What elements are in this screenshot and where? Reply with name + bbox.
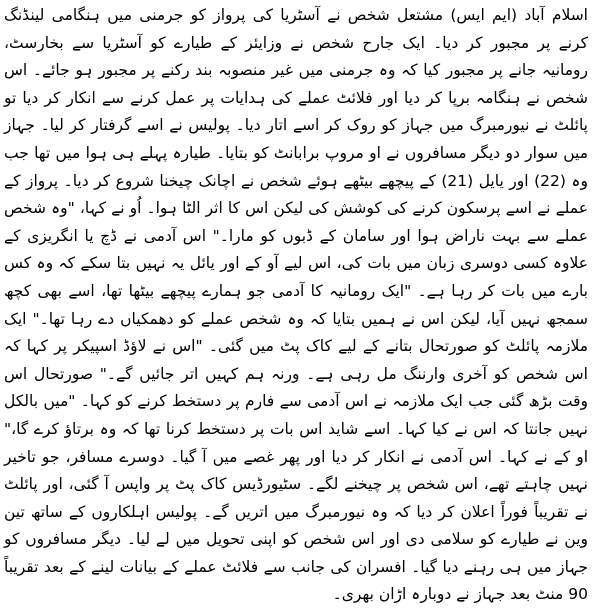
article-text: اسلام آباد (ایم ایس) مشتعل شخص نے آسٹریا کی پرواز کو جرمنی میں ہنگامی لینڈنگ کرنے پر مجبور کر دیا۔ ایک جارح شخص نے وزایئر کے طیارے کو آسٹریا سے بخارسٹ، رومانیہ جانے پر مجبور کیا کہ وہ جرمنی میں غیر منصوبہ بند رکنے پر مجبور ہو جائے۔ اس شخص نے ہنگامہ برپا کر دیا اور فلائٹ عملے کی ہدایات پر عمل کرنے سے انکار کر دیا تو پائلٹ نے نیورمبرگ میں جہاز کو روک کر اسے اتار دیا۔ پولیس نے اسے گرفتار کر لیا۔ جہاز میں سوار دو دیگر مسافروں نے او مروپ برابانٹ کو بتایا۔ طیارہ پہلے ہی ہوا میں تھا جب وہ (22) اور یایل (21) کے پیچھے بیٹھے ہوئے شخص نے اچانک چیخنا شروع کر دیا۔ پرواز کے عملے نے اسے پرسکون کرنے کی کوشش کی لیکن اس کا اثر الٹا ہوا۔ اُو نے کہا، "وہ شخص عملے سے بہت ناراض ہوا اور سامان کے ڈبوں کو مارا۔" اس آدمی نے ڈچ یا انگریزی کے علاوہ کسی دوسری زبان میں بات کی، اس لیے آو کے اور یائل یہ نہیں بتا سکے کہ وہ کس بارے میں بات کر رہا ہے۔ "ایک رومانیہ کا آدمی جو ہمارے پیچھے بیٹھا تھا، اسے بھی کچھ سمجھ نہیں آیا، لیکن اس نے ہمیں بتایا کہ وہ شخص عملے کو دھمکیاں دے رہا تھا۔" ایک ملازمہ پائلٹ کو صورتحال بتانے کے لیے کاک پٹ میں گئی۔ "اس نے لاؤڈ اسپیکر پر کہا کہ اس شخص کو آخری وارننگ مل رہی ہے۔ ورنہ ہم کہیں اتر جائیں گے۔" صورتحال اس وقت بڑھ گئی جب ایک ملازمہ نے اس آدمی سے فارم پر دستخط کرنے کو کہا۔ "میں بالکل نہیں جانتا کہ اس نے کیا کہا۔ اسے شاید اس بات پر دستخط کرنا تھا کہ وہ برتاؤ کرے گا،" او کے نے کہا۔ اس آدمی نے انکار کر دیا اور پھر غصے میں آ گیا۔ دوسرے مسافر، جو تاخیر نہیں چاہتے تھے، اس شخص پر چیخنے لگے۔ سٹیورڈیس کاک پٹ پر واپس آ گئی، اور پائلٹ نے تقریباً فوراً اعلان کر دیا کہ وہ نیورمبرگ میں اتریں گے۔ پولیس اہلکاروں کے ساتھ تین وین نے طیارے کو سلامی دی اور اس شخص کو اپنی تحویل میں لے لیا۔ دیگر مسافروں کو جہاز میں ہی رہنے دیا گیا۔ افسران کی جانب سے فلائٹ عملے کے بیانات لینے کے بعد تقریباً 90 منٹ بعد جہاز نے دوبارہ اڑان بھری۔	[4, 6, 588, 604]
